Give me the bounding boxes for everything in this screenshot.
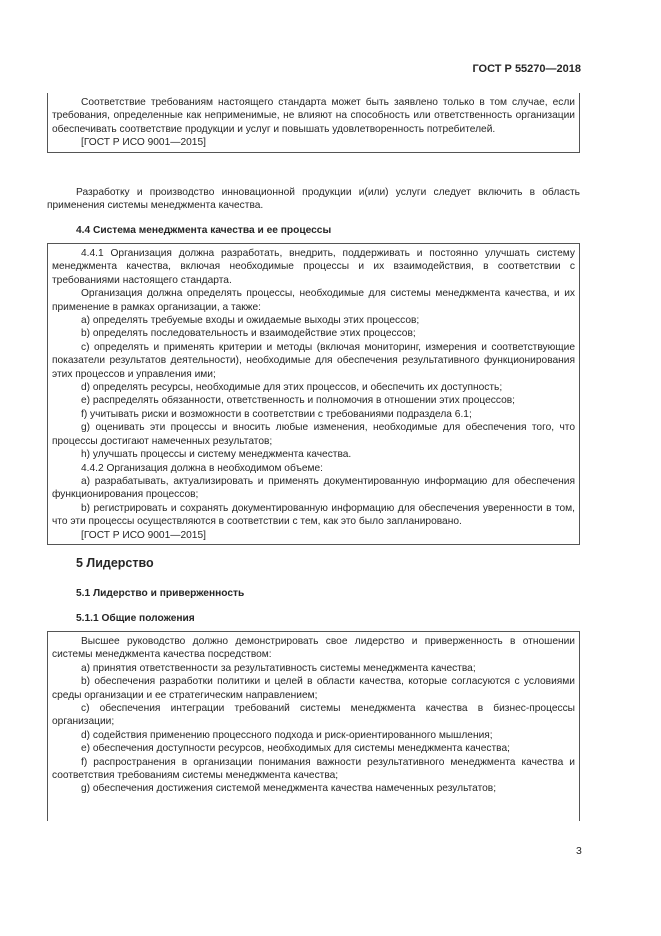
- list-item: f) учитывать риски и возможности в соответствии с требованиями подраздела 6.1;: [81, 408, 472, 420]
- quote-paragraph: 4.4.1 Организация должна разработать, внедрить, поддерживать и постоянно улучшать систему менеджмента качества, включая необходимые процессы и их взаимодействия, в соответствии с требованиями настоящего стандарта.: [52, 248, 575, 286]
- section-heading-5-1-1: 5.1.1 Общие положения: [76, 613, 195, 624]
- quote-box-4-4: [47, 243, 580, 545]
- list-item: g) обеспечения достижения системой менеджмента качества намеченных результатов;: [81, 783, 497, 795]
- page-number: 3: [576, 845, 582, 857]
- quote-paragraph: Высшее руководство должно демонстрировать свое лидерство и приверженность в отношении системы менеджмента качества посредством:: [52, 636, 575, 661]
- list-item: d) определять ресурсы, необходимые для этих процессов, и обеспечить их доступность;: [81, 382, 503, 394]
- section-heading-4-4: 4.4 Система менеджмента качества и ее процессы: [76, 225, 332, 236]
- standard-reference: [ГОСТ Р ИСО 9001—2015]: [81, 137, 206, 149]
- body-paragraph: [47, 186, 580, 213]
- quote-paragraph: 4.4.2 Организация должна в необходимом объеме:: [81, 462, 323, 474]
- list-item: b) определять последовательность и взаимодействие этих процессов;: [81, 328, 416, 340]
- body-text: Разработку и производство инновационной продукции и(или) услуги следует включить в область применения системы менеджмента качества.: [47, 187, 580, 212]
- list-item: e) распределять обязанности, ответственность и полномочия в отношении этих процессов;: [81, 395, 515, 407]
- document-header: ГОСТ Р 55270—2018: [472, 63, 581, 75]
- list-item: e) обеспечения доступности ресурсов, необходимых для системы менеджмента качества;: [81, 743, 510, 755]
- list-item: a) разрабатывать, актуализировать и применять документированную информацию для обеспечения функционирования процессов;: [52, 475, 575, 501]
- quote-paragraph: Организация должна определять процессы, необходимые для системы менеджмента качества, и их применение в рамках организации, а также:: [52, 288, 575, 313]
- list-item: h) улучшать процессы и систему менеджмента качества.: [81, 449, 352, 461]
- list-item: b) обеспечения разработки политики и целей в области качества, которые согласуются с условиями среды организации и ее стратегическим направлением;: [52, 676, 575, 701]
- list-item: f) распространения в организации понимания важности результативного менеджмента качества и соответствия требованиям системы менеджмента качества;: [52, 756, 575, 782]
- list-item: c) определять и применять критерии и методы (включая мониторинг, измерения и соответствующие показатели результатов деятельности), необходимые для обеспечения результативного функционирования этих процессов и управления ими;: [52, 341, 575, 380]
- section-heading-5-1: 5.1 Лидерство и приверженность: [76, 588, 245, 599]
- list-item: c) обеспечения интеграции требований системы менеджмента качества в бизнес-процессы организации;: [52, 703, 575, 728]
- quote-paragraph: Соответствие требованиям настоящего стандарта может быть заявлено только в том случае, если требования, определенные как неприменимые, не влияют на способность или ответственность организации обеспечивать соответствие продукции и услуг и повышать удовлетворенность потребителей.: [52, 97, 575, 135]
- quote-box-leadership: [47, 631, 580, 821]
- section-heading-5: 5 Лидерство: [76, 556, 154, 570]
- list-item: a) принятия ответственности за результативность системы менеджмента качества;: [81, 662, 476, 674]
- list-item: g) оценивать эти процессы и вносить любые изменения, необходимые для обеспечения того, что процессы достигают намеченных результатов;: [52, 422, 575, 447]
- list-item: b) регистрировать и сохранять документированную информацию для обеспечения уверенности в том, что эти процессы осуществляются в соответствии с тем, как это было запланировано.: [52, 502, 575, 528]
- list-item: d) содействия применению процессного подхода и риск-ориентированного мышления;: [81, 729, 493, 741]
- standard-reference: [ГОСТ Р ИСО 9001—2015]: [81, 529, 206, 541]
- list-item: a) определять требуемые входы и ожидаемые выходы этих процессов;: [81, 315, 420, 327]
- quote-box-conformity: [47, 93, 580, 153]
